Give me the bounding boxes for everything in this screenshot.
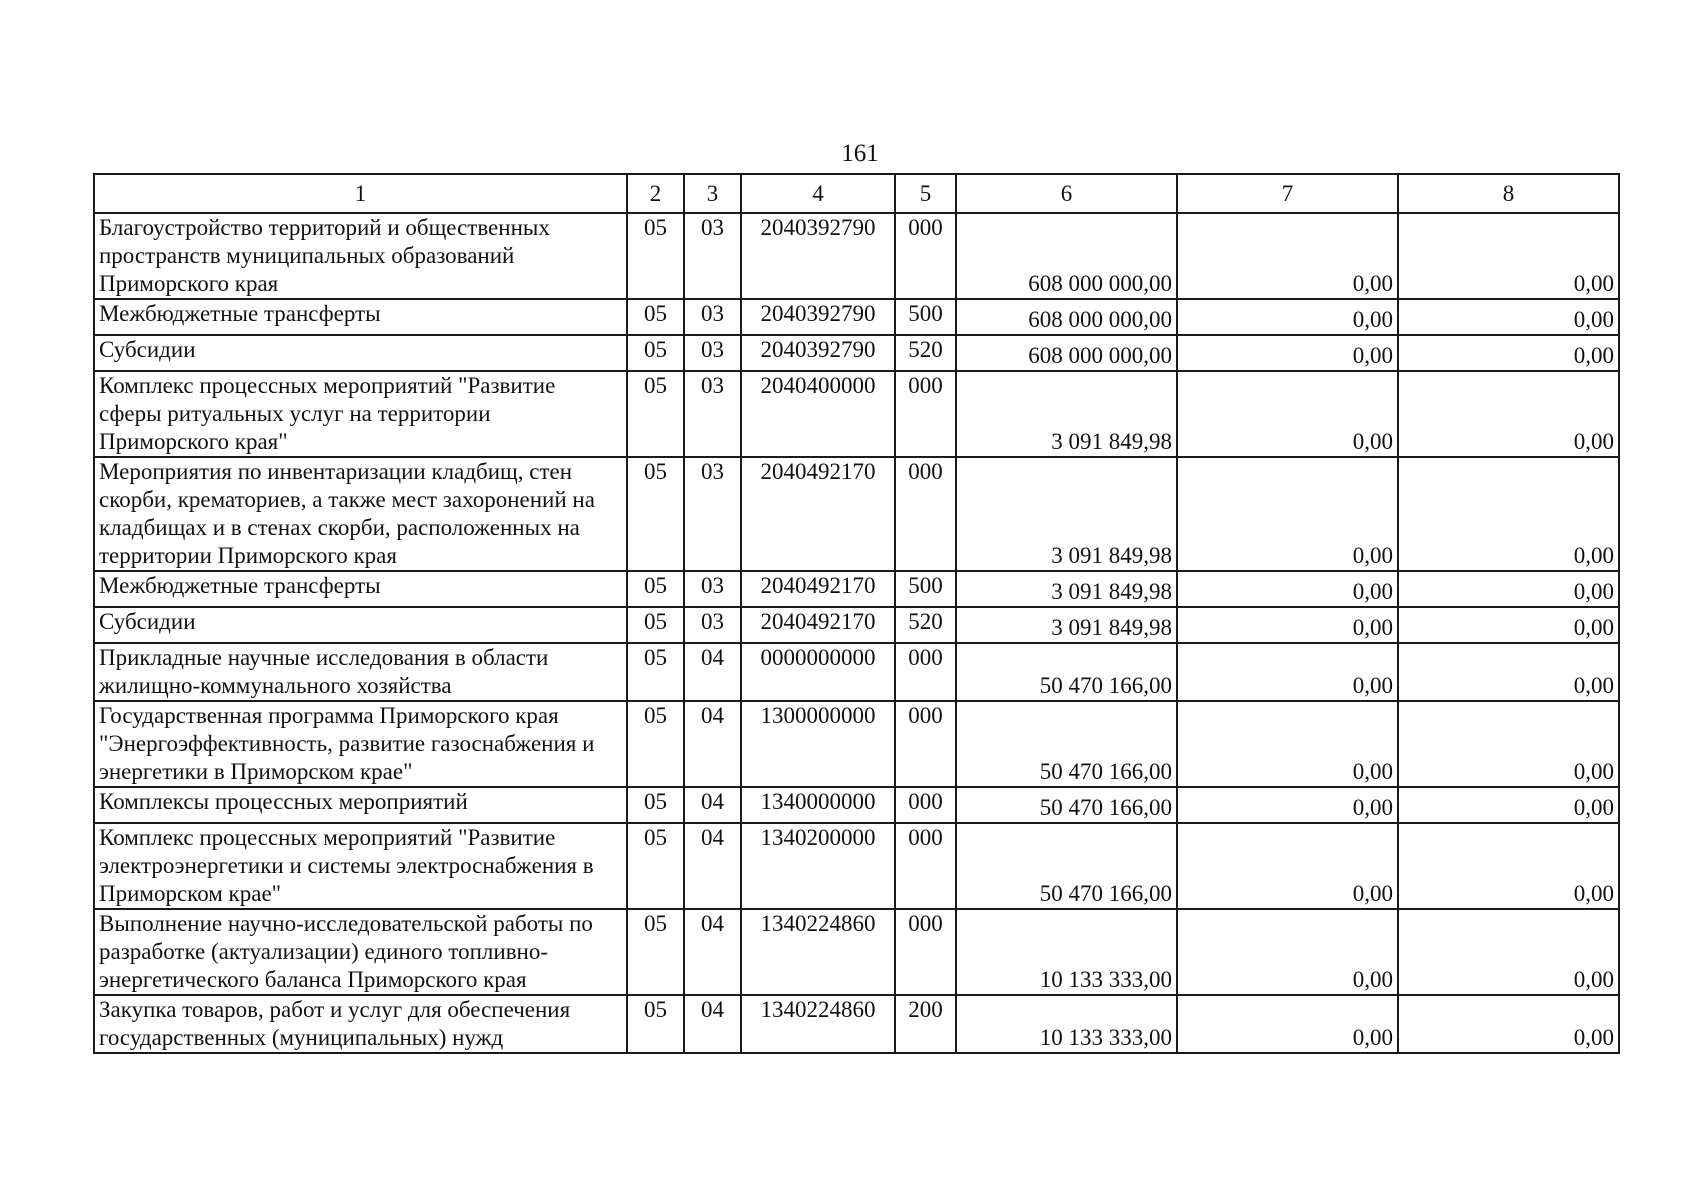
amount-col6-cell: 608 000 000,00 [956,299,1177,335]
row-name-cell: Межбюджетные трансферты [94,299,627,335]
subsection-code-cell: 03 [684,457,741,571]
expense-type-cell: 520 [895,607,956,643]
subsection-code-cell: 03 [684,213,741,299]
table-row [94,457,1619,571]
amount-col6-cell: 3 091 849,98 [956,607,1177,643]
target-code-cell: 2040392790 [741,335,895,371]
amount-col8-cell: 0,00 [1398,643,1619,701]
expense-type-cell: 000 [895,909,956,995]
target-code-cell: 0000000000 [741,643,895,701]
amount-col8-cell: 0,00 [1398,571,1619,607]
amount-col8-cell: 0,00 [1398,909,1619,995]
target-code-cell: 1340200000 [741,823,895,909]
subsection-code-cell: 04 [684,643,741,701]
expense-type-cell: 000 [895,457,956,571]
subsection-code-cell: 04 [684,701,741,787]
amount-col8-cell: 0,00 [1398,371,1619,457]
section-code-cell: 05 [627,335,684,371]
amount-col8-cell: 0,00 [1398,299,1619,335]
column-header-8: 8 [1398,174,1619,213]
table-row [94,213,1619,299]
section-code-cell: 05 [627,995,684,1053]
subsection-code-cell: 03 [684,335,741,371]
amount-col7-cell: 0,00 [1177,643,1398,701]
table-row [94,299,1619,335]
section-code-cell: 05 [627,607,684,643]
subsection-code-cell: 04 [684,909,741,995]
table-body [94,213,1619,1053]
amount-col7-cell: 0,00 [1177,701,1398,787]
column-header-1: 1 [94,174,627,213]
amount-col8-cell: 0,00 [1398,701,1619,787]
table-row [94,995,1619,1053]
column-header-3: 3 [684,174,741,213]
amount-col7-cell: 0,00 [1177,909,1398,995]
section-code-cell: 05 [627,299,684,335]
expense-type-cell: 000 [895,787,956,823]
target-code-cell: 2040492170 [741,571,895,607]
section-code-cell: 05 [627,213,684,299]
expense-type-cell: 520 [895,335,956,371]
target-code-cell: 2040400000 [741,371,895,457]
row-name-cell: Субсидии [94,335,627,371]
amount-col6-cell: 10 133 333,00 [956,995,1177,1053]
row-name-cell: Субсидии [94,607,627,643]
section-code-cell: 05 [627,643,684,701]
table-row [94,787,1619,823]
section-code-cell: 05 [627,787,684,823]
amount-col8-cell: 0,00 [1398,787,1619,823]
table-row [94,643,1619,701]
table-header [94,174,1619,213]
amount-col6-cell: 10 133 333,00 [956,909,1177,995]
subsection-code-cell: 03 [684,607,741,643]
expense-type-cell: 000 [895,371,956,457]
row-name-cell: Межбюджетные трансферты [94,571,627,607]
target-code-cell: 1340224860 [741,909,895,995]
amount-col8-cell: 0,00 [1398,823,1619,909]
amount-col7-cell: 0,00 [1177,995,1398,1053]
amount-col6-cell: 50 470 166,00 [956,823,1177,909]
amount-col6-cell: 3 091 849,98 [956,571,1177,607]
amount-col7-cell: 0,00 [1177,213,1398,299]
target-code-cell: 2040392790 [741,299,895,335]
target-code-cell: 2040392790 [741,213,895,299]
column-header-6: 6 [956,174,1177,213]
expense-type-cell: 500 [895,299,956,335]
subsection-code-cell: 04 [684,823,741,909]
expense-type-cell: 200 [895,995,956,1053]
expense-type-cell: 000 [895,701,956,787]
amount-col7-cell: 0,00 [1177,299,1398,335]
subsection-code-cell: 03 [684,371,741,457]
row-name-cell: Закупка товаров, работ и услуг для обеспечения государственных (муниципальных) нужд [94,995,627,1053]
amount-col8-cell: 0,00 [1398,335,1619,371]
amount-col6-cell: 50 470 166,00 [956,643,1177,701]
row-name-cell: Благоустройство территорий и общественных пространств муниципальных образований Приморского края [94,213,627,299]
column-header-5: 5 [895,174,956,213]
amount-col6-cell: 3 091 849,98 [956,457,1177,571]
section-code-cell: 05 [627,823,684,909]
target-code-cell: 1340224860 [741,995,895,1053]
expense-type-cell: 000 [895,213,956,299]
amount-col6-cell: 3 091 849,98 [956,371,1177,457]
row-name-cell: Прикладные научные исследования в области жилищно-коммунального хозяйства [94,643,627,701]
amount-col6-cell: 50 470 166,00 [956,701,1177,787]
expense-type-cell: 500 [895,571,956,607]
amount-col7-cell: 0,00 [1177,371,1398,457]
amount-col8-cell: 0,00 [1398,457,1619,571]
table-row [94,823,1619,909]
section-code-cell: 05 [627,371,684,457]
amount-col8-cell: 0,00 [1398,995,1619,1053]
amount-col7-cell: 0,00 [1177,823,1398,909]
row-name-cell: Выполнение научно-исследовательской работы по разработке (актуализации) единого топливно-энергетического баланса Приморского края [94,909,627,995]
table-row [94,701,1619,787]
subsection-code-cell: 03 [684,571,741,607]
table-row [94,909,1619,995]
amount-col8-cell: 0,00 [1398,213,1619,299]
row-name-cell: Комплекс процессных мероприятий "Развитие электроэнергетики и системы электроснабжения в Приморском крае" [94,823,627,909]
subsection-code-cell: 04 [684,787,741,823]
amount-col7-cell: 0,00 [1177,335,1398,371]
budget-table [93,173,1620,1054]
amount-col7-cell: 0,00 [1177,607,1398,643]
expense-type-cell: 000 [895,643,956,701]
page-number: 161 [841,140,879,167]
target-code-cell: 1340000000 [741,787,895,823]
table-row [94,571,1619,607]
section-code-cell: 05 [627,701,684,787]
amount-col7-cell: 0,00 [1177,787,1398,823]
row-name-cell: Комплекс процессных мероприятий "Развитие сферы ритуальных услуг на территории Приморского края" [94,371,627,457]
row-name-cell: Государственная программа Приморского края "Энергоэффективность, развитие газоснабжения и энергетики в Приморском крае" [94,701,627,787]
row-name-cell: Комплексы процессных мероприятий [94,787,627,823]
expense-type-cell: 000 [895,823,956,909]
target-code-cell: 1300000000 [741,701,895,787]
table-row [94,607,1619,643]
target-code-cell: 2040492170 [741,607,895,643]
section-code-cell: 05 [627,571,684,607]
amount-col7-cell: 0,00 [1177,571,1398,607]
section-code-cell: 05 [627,909,684,995]
amount-col8-cell: 0,00 [1398,607,1619,643]
table-row [94,335,1619,371]
column-header-4: 4 [741,174,895,213]
amount-col6-cell: 50 470 166,00 [956,787,1177,823]
subsection-code-cell: 04 [684,995,741,1053]
table-row [94,371,1619,457]
amount-col6-cell: 608 000 000,00 [956,335,1177,371]
section-code-cell: 05 [627,457,684,571]
column-header-2: 2 [627,174,684,213]
target-code-cell: 2040492170 [741,457,895,571]
column-header-7: 7 [1177,174,1398,213]
row-name-cell: Мероприятия по инвентаризации кладбищ, стен скорби, крематориев, а также мест захоронений на кладбищах и в стенах скорби, расположенных на территории Приморского края [94,457,627,571]
subsection-code-cell: 03 [684,299,741,335]
amount-col6-cell: 608 000 000,00 [956,213,1177,299]
amount-col7-cell: 0,00 [1177,457,1398,571]
